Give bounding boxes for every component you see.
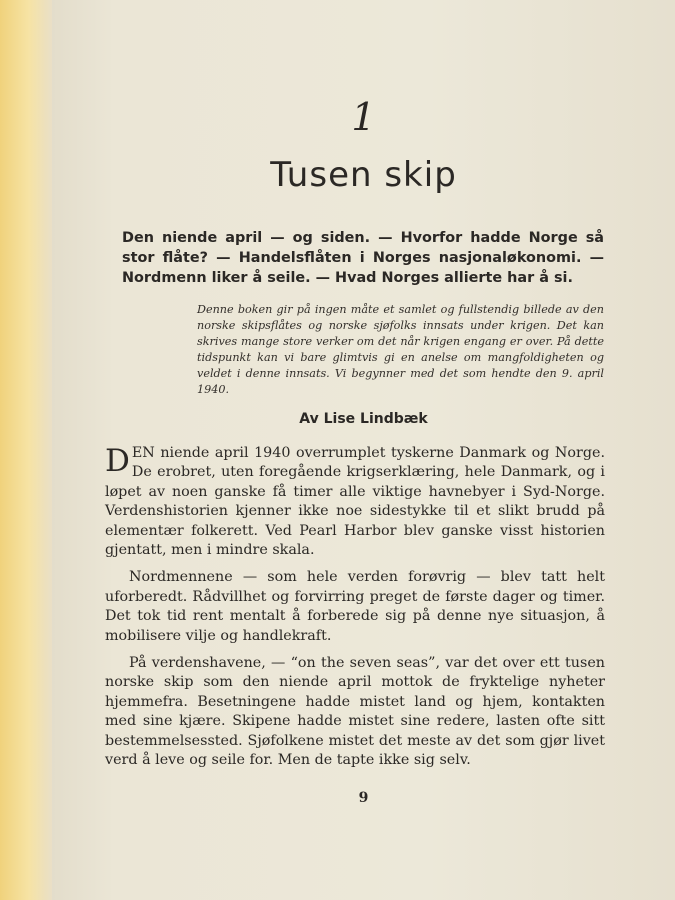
drop-cap: D [105, 443, 130, 479]
author-byline: Av Lise Lindbæk [299, 411, 428, 427]
page-number: 9 [358, 790, 369, 806]
book-spine-edge [0, 0, 52, 900]
body-paragraph [105, 444, 605, 560]
chapter-title: Tusen skip [270, 155, 457, 195]
body-paragraph: Nordmennene — som hele verden forøvrig — blev tatt helt uforberedt. Rådvillhet og forvirring preget de første dager og timer. Det tok tid rent mentalt å forberede sig på denne nye situasjon, å mobilisere vilje og handlekraft. [105, 569, 605, 644]
chapter-summary: Den niende april — og siden. — Hvorfor hadde Norge så stor flåte? — Handelsflåten i Norges nasjonaløkonomi. — Nordmenn liker å seile. — Hvad Norges allierte har å si. [122, 230, 604, 286]
paragraph-1-text: niende april 1940 overrumplet tyskerne Danmark og Norge. De erobret, uten foregående krigserklæring, hele Danmark, og i løpet av noen ganske få timer alle viktige havnebyer i Syd-Norge. Verdenshistorien kjenner ikke noe sidestykke til et slikt brudd på elementær folkerett. Ved Pearl Harbor blev ganske visst historien gjentatt, men i mindre skala. [105, 445, 605, 559]
body-paragraph: På verdenshavene, — “on the seven seas”, var det over ett tusen norske skip som den niende april mottok de fryktelige nyheter hjemmefra. Besetningene hadde mistet land og hjem, kontakten med sine kjære. Skipene hadde mistet sine redere, lasten ofte sitt bestemmelsessted. Sjøfolkene mistet det meste av det som gjør livet verd å leve og seile for. Men de tapte ikke sig selv. [105, 655, 605, 769]
first-word-rest: EN [131, 445, 155, 461]
chapter-body [105, 444, 605, 779]
chapter-intro-note: Denne boken gir på ingen måte et samlet og fullstendig billede av den norske skipsflåtes og norske sjøfolks innsats under krigen. Det kan skrives mange store verker om det når krigen engang er over. På dette tidspunkt kan vi bare glimtvis gi en anelse om mangfoldigheten og veldet i denne innsats. Vi begynner med det som hendte den 9. april 1940. [197, 303, 604, 396]
book-page [52, 0, 675, 900]
chapter-number: 1 [351, 95, 376, 139]
